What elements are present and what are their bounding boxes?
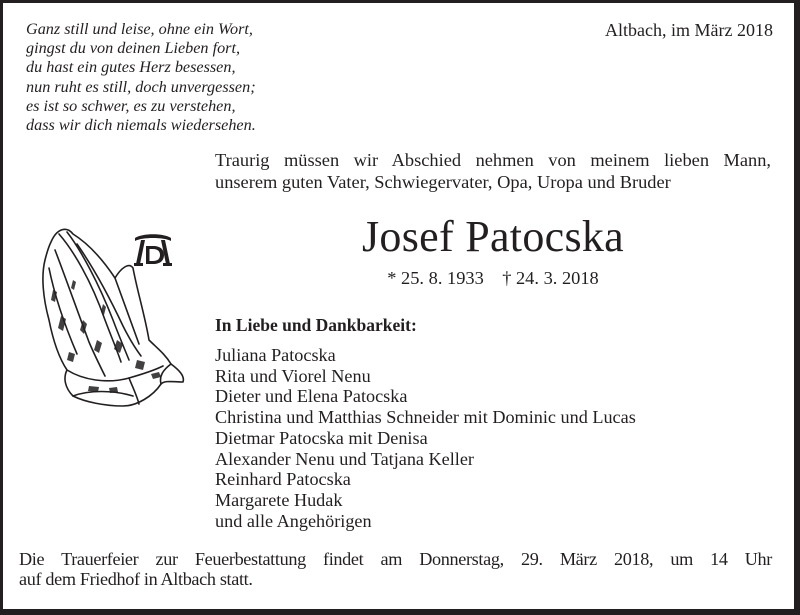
poem-line: nun ruht es still, doch unvergessen; bbox=[26, 77, 256, 96]
mourner-entry: Alexander Nenu und Tatjana Keller bbox=[215, 448, 474, 469]
ceremony-line: Die Trauerfeier zur Feuerbestattung findet am Donnerstag, 29. März 2018, um 14 Uhr bbox=[19, 549, 772, 569]
place-and-date: Altbach, im März 2018 bbox=[605, 20, 773, 40]
mourners-heading: In Liebe und Dankbarkeit: bbox=[215, 315, 417, 335]
poem-line: Ganz still und leise, ohne ein Wort, bbox=[26, 20, 253, 38]
mourners-list bbox=[215, 345, 636, 531]
mourner-entry: und alle Angehörigen bbox=[215, 510, 372, 531]
ceremony-info bbox=[19, 549, 772, 589]
obituary-notice bbox=[3, 3, 794, 609]
intro-line: unserem guten Vater, Schwiegervater, Opa, Uropa und Bruder bbox=[215, 172, 671, 192]
poem-line: gingst du von deinen Lieben fort, bbox=[26, 39, 241, 58]
intro-line: Traurig müssen wir Abschied nehmen von meinem lieben Mann, bbox=[215, 150, 771, 170]
ad-monogram-icon bbox=[132, 231, 174, 267]
mourner-entry: Dieter und Elena Patocska bbox=[215, 386, 408, 407]
poem-line: es ist so schwer, es zu verstehen, bbox=[26, 96, 236, 115]
life-dates: * 25. 8. 1933 † 24. 3. 2018 bbox=[387, 268, 599, 288]
poem-line: du hast ein gutes Herz besessen, bbox=[26, 58, 236, 77]
mourner-entry: Margarete Hudak bbox=[215, 489, 343, 510]
memorial-poem bbox=[26, 20, 256, 135]
mourner-entry: Dietmar Patocska mit Denisa bbox=[215, 427, 428, 448]
mourner-entry: Rita und Viorel Nenu bbox=[215, 365, 371, 386]
poem-line: dass wir dich niemals wiedersehen. bbox=[26, 116, 256, 135]
mourner-entry: Reinhard Patocska bbox=[215, 469, 351, 490]
intro-text bbox=[215, 149, 771, 193]
mourner-entry: Juliana Patocska bbox=[215, 345, 336, 365]
ceremony-line: auf dem Friedhof in Altbach statt. bbox=[19, 569, 253, 589]
mourner-entry: Christina und Matthias Schneider mit Dominic und Lucas bbox=[215, 407, 636, 428]
deceased-name: Josef Patocska bbox=[361, 212, 625, 261]
